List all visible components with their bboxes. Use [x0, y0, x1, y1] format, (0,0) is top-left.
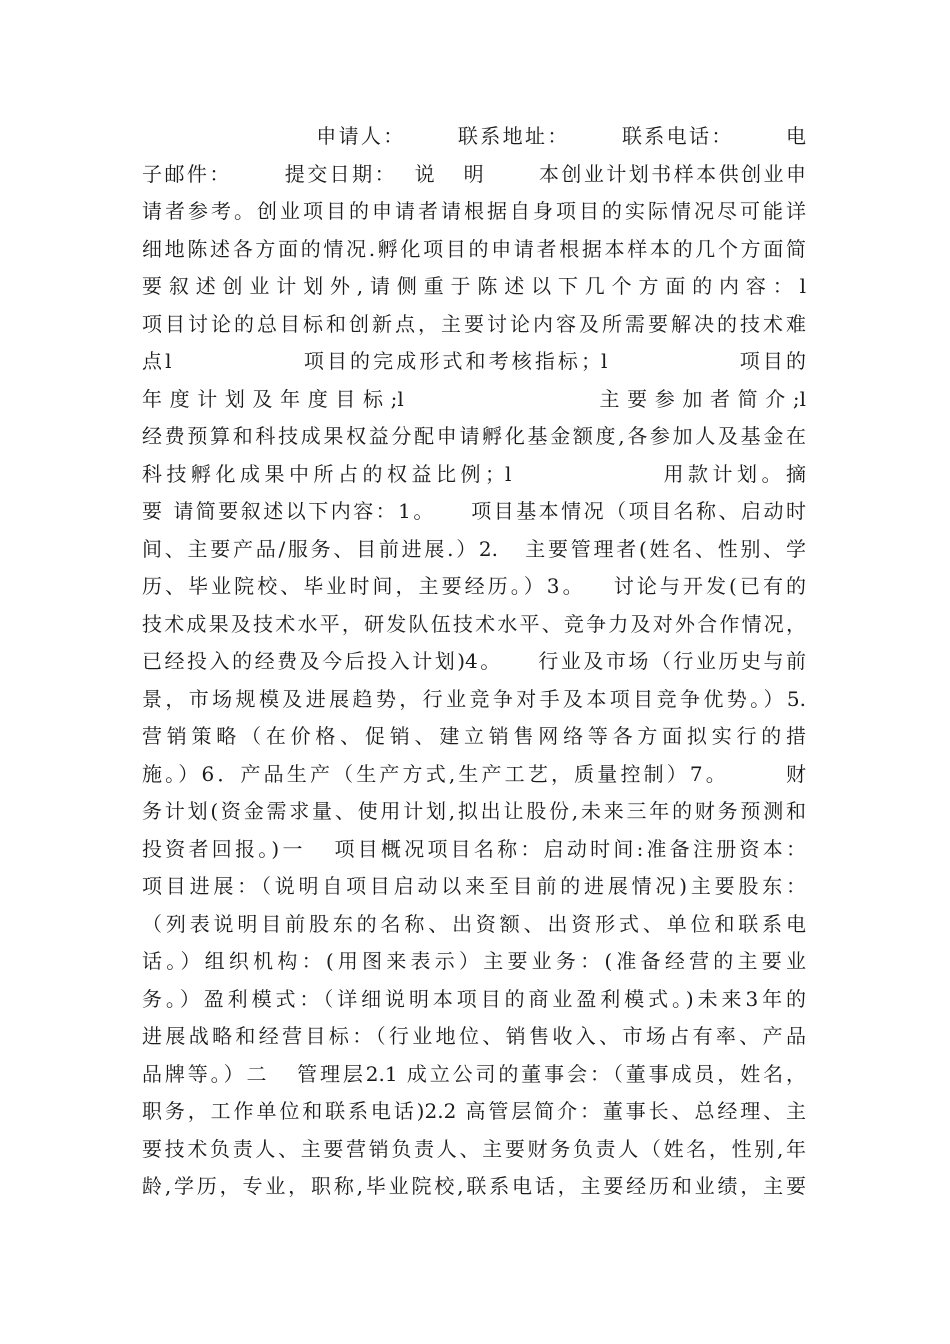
- text-line: 品牌等。）二 管理层2.1 成立公司的董事会：（董事成员，姓名，: [142, 1061, 806, 1086]
- text-line: 已经投入的经费及今后投入计划)4。 行业及市场（行业历史与前: [142, 649, 806, 673]
- text-line: 历、毕业院校、毕业时间，主要经历。）3。 讨论与开发(已有的: [142, 574, 806, 598]
- text-line: 要技术负责人、主要营销负责人、主要财务负责人（姓名，性别,年: [142, 1136, 806, 1161]
- text-line: 施。）6．产品生产（生产方式,生产工艺，质量控制）7。 财: [142, 761, 806, 786]
- text-line: 景，市场规模及进展趋势，行业竞争对手及本项目竞争优势。）5.: [142, 686, 806, 711]
- text-line: 细地陈述各方面的情况.孵化项目的申请者根据本样本的几个方面简: [142, 236, 806, 261]
- text-line: 要 请简要叙述以下内容：1。 项目基本情况（项目名称、启动时: [142, 499, 806, 523]
- text-line: 进展战略和经营目标：（行业地位、销售收入、市场占有率、产品: [142, 1024, 806, 1048]
- text-line: 务计划(资金需求量、使用计划,拟出让股份,未来三年的财务预测和: [142, 799, 806, 823]
- text-line: 要叙述创业计划外,请侧重于陈述以下几个方面的内容：l: [142, 274, 806, 298]
- text-line: 务。）盈利模式：（详细说明本项目的商业盈利模式。)未来3年的: [142, 986, 806, 1011]
- text-line: 请者参考。创业项目的申请者请根据自身项目的实际情况尽可能详: [142, 199, 806, 223]
- text-line: 技术成果及技术水平，研发队伍技术水平、竞争力及对外合作情况，: [142, 611, 806, 636]
- text-line: 龄,学历，专业，职称,毕业院校,联系电话，主要经历和业绩，主要: [142, 1174, 806, 1198]
- text-line: 营销策略（在价格、促销、建立销售网络等各方面拟实行的措: [142, 724, 806, 748]
- text-line: 年度计划及年度目标;l 主要参加者简介;l: [142, 386, 806, 411]
- document-body: [142, 118, 806, 1206]
- text-line: 经费预算和科技成果权益分配申请孵化基金额度,各参加人及基金在: [142, 424, 806, 448]
- text-line: （列表说明目前股东的名称、出资额、出资形式、单位和联系电: [142, 911, 806, 936]
- text-line: 职务，工作单位和联系电话)2.2 高管层简介：董事长、总经理、主: [142, 1099, 806, 1123]
- text-line: 点l 项目的完成形式和考核指标；l 项目的: [142, 349, 806, 373]
- text-line: 项目进展：（说明自项目启动以来至目前的进展情况)主要股东：: [142, 874, 806, 898]
- text-line: 投资者回报。)一 项目概况项目名称：启动时间:准备注册资本：: [142, 836, 806, 861]
- text-line: 子邮件： 提交日期： 说 明 本创业计划书样本供创业申: [142, 161, 806, 186]
- text-line: 间、主要产品/服务、目前进展.）2. 主要管理者(姓名、性别、学: [142, 536, 806, 561]
- text-line: 话。）组织机构：(用图来表示）主要业务：(准备经营的主要业: [142, 949, 806, 973]
- text-line: 项目讨论的总目标和创新点，主要讨论内容及所需要解决的技术难: [142, 311, 806, 336]
- text-line: 科技孵化成果中所占的权益比例；l 用款计划。摘: [142, 461, 806, 486]
- text-line: 申请人： 联系地址： 联系电话： 电: [142, 124, 806, 148]
